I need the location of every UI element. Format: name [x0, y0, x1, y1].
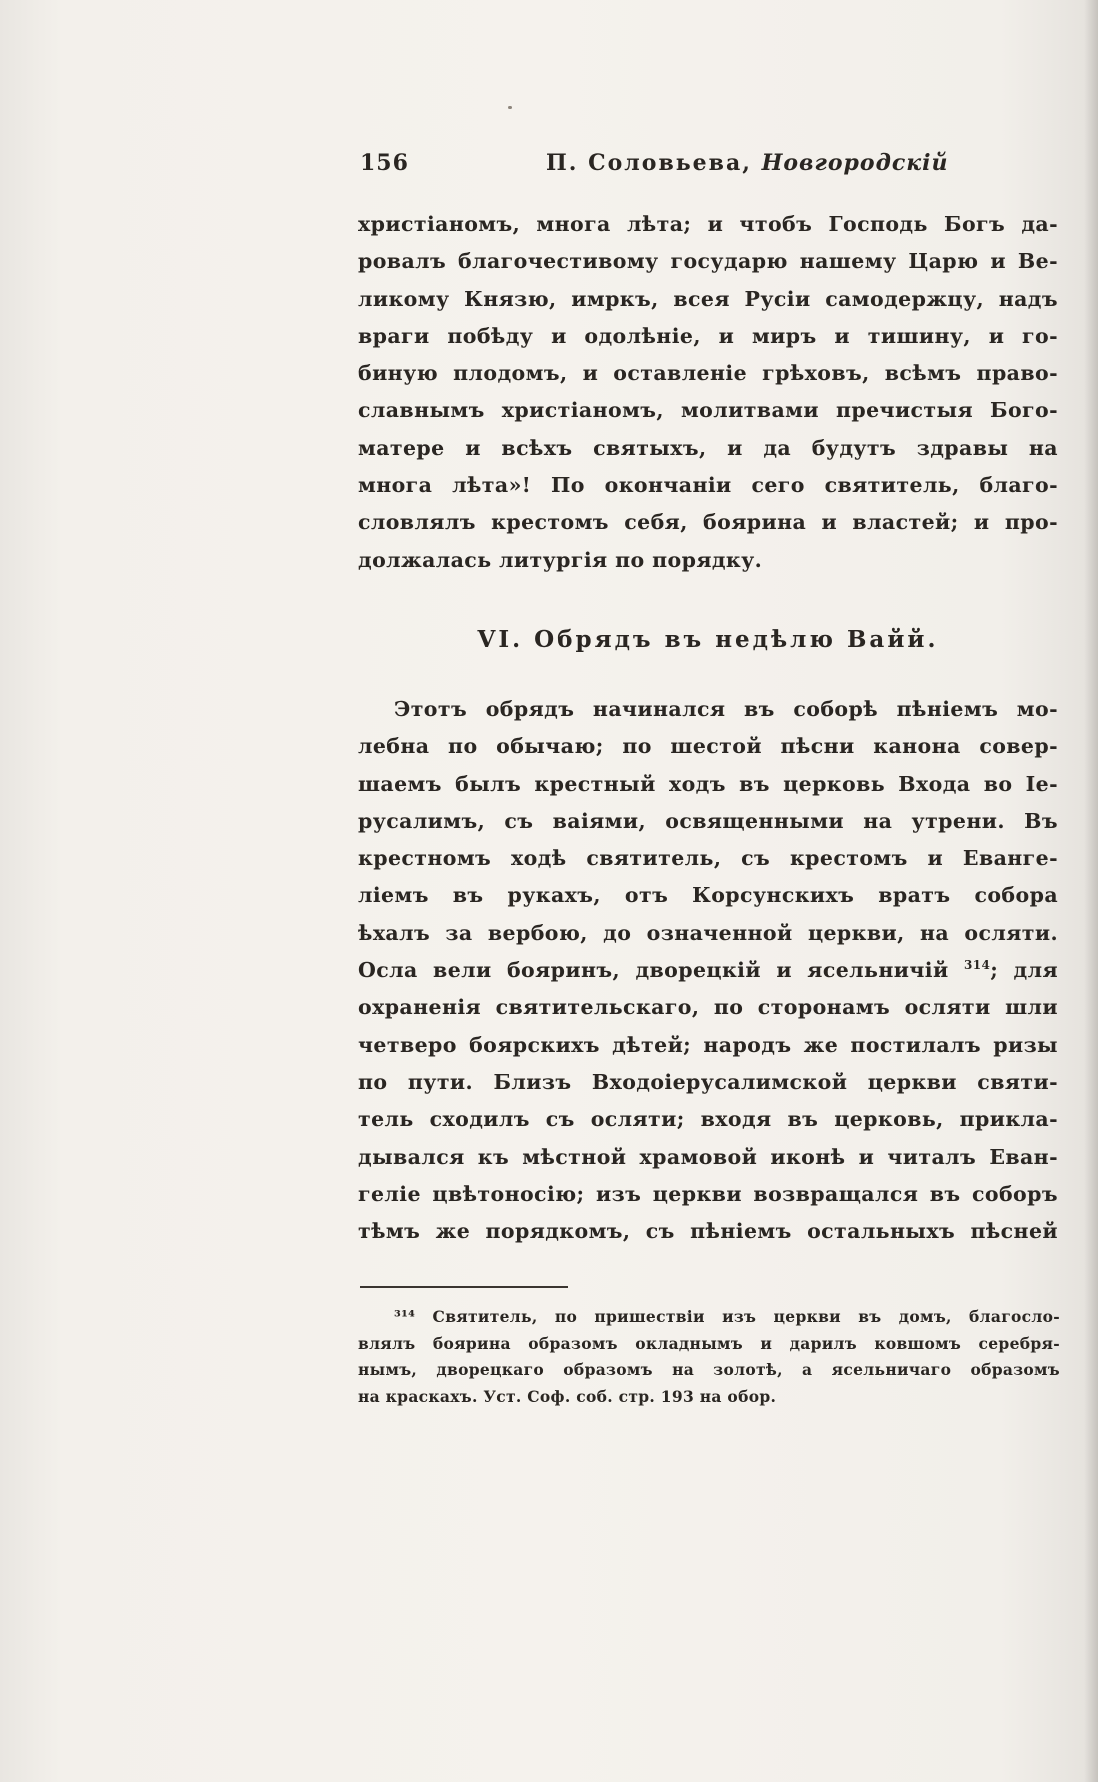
text-line: четверо боярскихъ дѣтей; народъ же постилалъ ризы [358, 1032, 1058, 1057]
text-line: многа лѣта»! По окончаніи сего святитель, благо- [358, 473, 1058, 498]
text-line: ліемъ въ рукахъ, отъ Корсунскихъ вратъ собора [358, 883, 1058, 908]
text-line: дывался къ мѣстной храмовой иконѣ и читалъ Еван- [358, 1144, 1058, 1169]
text-line: ровалъ благочестивому государю нашему Царю и Ве- [358, 249, 1058, 274]
text-line: русалимъ, съ ваіями, освященными на утрени. Въ [358, 808, 1058, 833]
footnote-line: нымъ, дворецкаго образомъ на золотѣ, а ясельничаго образомъ [358, 1360, 1060, 1379]
footnote [358, 1304, 1060, 1410]
text-line: охраненія святительскаго, по сторонамъ осляти шли [358, 995, 1058, 1020]
text-line-with-footnote [358, 952, 1058, 989]
footnote-line: влялъ боярина образомъ окладнымъ и дарилъ ковшомъ серебря- [358, 1333, 1060, 1353]
text-line: матере и всѣхъ святыхъ, и да будутъ здравы на [358, 435, 1058, 460]
page-edge-shadow [1084, 0, 1098, 1782]
running-head [546, 150, 949, 176]
text-line-segment: Осла вели бояринъ, дворецкій и ясельничій [358, 958, 949, 983]
text-line: христіаномъ, многа лѣта; и чтобъ Господь Богъ да- [358, 212, 1058, 236]
text-line: ликому Князю, имркъ, всея Русіи самодержцу, надъ [358, 286, 1058, 311]
text-line: шаемъ былъ крестный ходъ въ церковь Входа во Іе- [358, 771, 1058, 796]
text-line: крестномъ ходѣ святитель, съ крестомъ и Еванге- [358, 846, 1058, 871]
text-line: славнымъ христіаномъ, молитвами пречистыя Бого- [358, 398, 1058, 423]
text-line: по пути. Близъ Входоіерусалимской церкви святи- [358, 1069, 1058, 1094]
running-head-author: П. Соловьева, [546, 150, 752, 176]
footnote-divider [360, 1286, 568, 1288]
text-line: ѣхалъ за вербою, до означенной церкви, на осляти. [358, 920, 1058, 945]
footnote-line: ³¹⁴ Святитель, по пришествіи изъ церкви въ домъ, благосло- [394, 1307, 1060, 1326]
paragraph-continued [358, 206, 1058, 579]
text-line: Этотъ обрядъ начинался въ соборѣ пѣніемъ мо- [394, 697, 1058, 721]
section-paragraph [358, 691, 1058, 1250]
footnote-reference: 314 [963, 958, 991, 973]
text-line: геліе цвѣтоносію; изъ церкви возвращался въ соборъ [358, 1181, 1058, 1206]
text-line: тель сходилъ съ осляти; входя въ церковь, прикла- [358, 1107, 1058, 1132]
section-title: VI. Обрядъ въ недѣлю Вайй. [477, 626, 939, 653]
page-number: 156 [360, 150, 409, 176]
page-header [360, 150, 1060, 180]
text-line: биную плодомъ, и оставленіе грѣховъ, всѣмъ право- [358, 361, 1058, 386]
text-line: лебна по обычаю; по шестой пѣсни канона совер- [358, 734, 1058, 759]
text-line: должалась литургія по порядку. [358, 547, 763, 572]
running-head-title: Новгородскій [761, 150, 949, 176]
text-line: тѣмъ же порядкомъ, съ пѣніемъ остальныхъ пѣсней [358, 1219, 1058, 1244]
text-line-segment: ; для [990, 958, 1059, 983]
footnote-line: на краскахъ. Уст. Соф. соб. стр. 193 на обор. [358, 1386, 777, 1406]
ink-speck [508, 106, 512, 109]
text-line: враги побѣду и одолѣніе, и миръ и тишину, и го- [358, 323, 1058, 348]
text-line: словлялъ крестомъ себя, боярина и властей; и про- [358, 510, 1058, 535]
